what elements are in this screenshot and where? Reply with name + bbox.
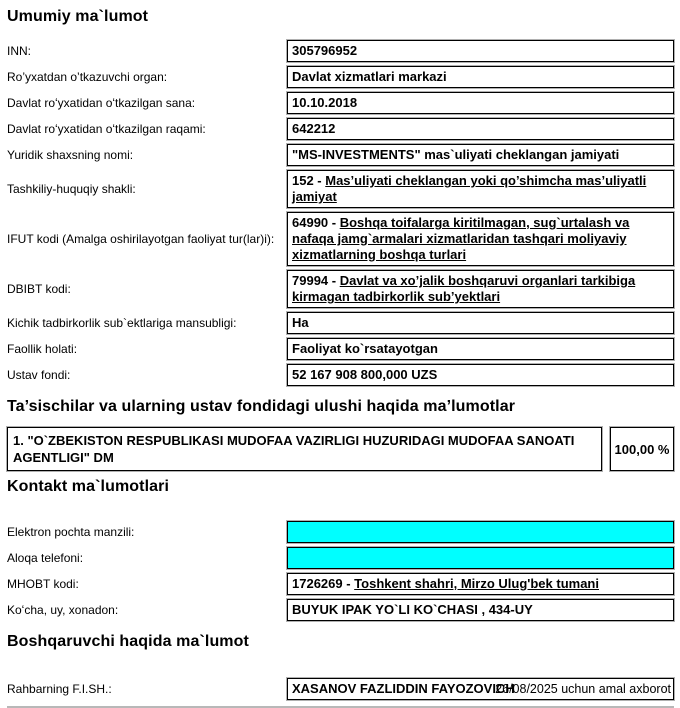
- field-value-director-name: XASANOV FAZLIDDIN FAYOZOVICH: [287, 678, 674, 700]
- field-label: Ustav fondi:: [7, 368, 71, 382]
- ifut-link[interactable]: Boshqa toifalarga kiritilmagan, sug`urtalash va nafaqa jamg`armalari xizmatlaridan tashqari moliyaviy xizmatlarning boshqa turlari: [292, 215, 630, 262]
- field-row-dbibt-code: [7, 270, 674, 308]
- field-value-registering-organ: Davlat xizmatlari markazi: [287, 66, 674, 88]
- field-label: Yuridik shaxsning nomi:: [7, 148, 134, 162]
- field-value-legal-form: [287, 170, 674, 208]
- field-label: Koʻcha, uy, xonadon:: [7, 603, 119, 617]
- field-label: Tashkiliy-huquqiy shakli:: [7, 182, 136, 196]
- field-row-inn: [7, 40, 674, 62]
- field-label: Elektron pochta manzili:: [7, 525, 135, 539]
- field-value-inn: 305796952: [287, 40, 674, 62]
- field-row-registering-organ: [7, 66, 674, 88]
- field-row-email: [7, 521, 674, 543]
- founder-share: 100,00 %: [610, 427, 674, 471]
- field-label: IFUT kodi (Amalga oshirilayotgan faoliyat tur(lar)i):: [7, 232, 275, 246]
- mhobt-link[interactable]: Toshkent shahri, Mirzo Ulug'bek tumani: [354, 576, 599, 591]
- legal-form-code: 152 -: [292, 173, 326, 188]
- field-row-activity-status: [7, 338, 674, 360]
- field-value-dbibt-code: [287, 270, 674, 308]
- field-row-small-business: [7, 312, 674, 334]
- field-label: MHOBT kodi:: [7, 577, 79, 591]
- field-row-legal-name: [7, 144, 674, 166]
- field-row-registration-number: [7, 118, 674, 140]
- email-field: [287, 521, 674, 543]
- field-label: Aloqa telefoni:: [7, 551, 84, 565]
- spacer: [7, 662, 674, 678]
- field-label: Faollik holati:: [7, 342, 78, 356]
- section-title-manager: Boshqaruvchi haqida ma`lumot: [7, 633, 249, 650]
- field-label: Davlat roʻyxatidan oʻtkazilgan sana:: [7, 96, 196, 110]
- field-row-ifut-code: [7, 212, 674, 266]
- field-row-legal-form: [7, 170, 674, 208]
- field-row-registration-date: [7, 92, 674, 114]
- field-value-activity-status: Faoliyat ko`rsatayotgan: [287, 338, 674, 360]
- ifut-code: 64990 -: [292, 215, 340, 230]
- field-row-street-address: [7, 599, 674, 621]
- field-label: Ro’yxatdan o’tkazuvchi organ:: [7, 70, 168, 84]
- field-row-charter-fund: [7, 364, 674, 386]
- field-label: Kichik tadbirkorlik sub`ektlariga mansubligi:: [7, 316, 237, 330]
- field-label: DBIBT kodi:: [7, 282, 71, 296]
- field-value-registration-date: 10.10.2018: [287, 92, 674, 114]
- phone-field: [287, 547, 674, 569]
- field-value-registration-number: 642212: [287, 118, 674, 140]
- report-date-note: 26/08/2025 uchun amal axborot: [495, 682, 671, 696]
- dbibt-link[interactable]: Davlat va xo’jalik boshqaruvi organlari tarkibiga kirmagan tadbirkorlik sub’yektlari: [292, 273, 636, 304]
- spacer: [7, 507, 674, 521]
- field-value-small-business: Ha: [287, 312, 674, 334]
- founder-name: 1. "O`ZBEKISTON RESPUBLIKASI MUDOFAA VAZIRLIGI HUZURIDAGI MUDOFAA SANOATI AGENTLIGI" DM: [7, 427, 602, 471]
- field-label: Davlat roʻyxatidan oʻtkazilgan raqami:: [7, 122, 206, 136]
- mhobt-code: 1726269 -: [292, 576, 355, 591]
- legal-form-link[interactable]: Mas’uliyati cheklangan yoki qo’shimcha mas’uliyatli jamiyat: [292, 173, 647, 204]
- founder-row: [7, 427, 674, 471]
- section-title-founders: Ta’sischilar va ularning ustav fondidagi ulushi haqida ma’lumotlar: [7, 398, 516, 415]
- field-value-street-address: BUYUK IPAK YO`LI KO`CHASI , 434-UY: [287, 599, 674, 621]
- field-value-legal-name: "MS-INVESTMENTS" mas`uliyati cheklangan jamiyati: [287, 144, 674, 166]
- field-value-charter-fund: 52 167 908 800,000 UZS: [287, 364, 674, 386]
- field-value-mhobt-code: [287, 573, 674, 595]
- section-title-general: Umumiy ma`lumot: [7, 8, 149, 25]
- field-label: Rahbarning F.I.SH.:: [7, 682, 112, 696]
- dbibt-code: 79994 -: [292, 273, 340, 288]
- field-label: INN:: [7, 44, 31, 58]
- section-title-contacts: Kontakt ma`lumotlari: [7, 478, 170, 495]
- field-value-ifut-code: [287, 212, 674, 266]
- field-row-mhobt-code: [7, 573, 674, 595]
- field-row-phone: [7, 547, 674, 569]
